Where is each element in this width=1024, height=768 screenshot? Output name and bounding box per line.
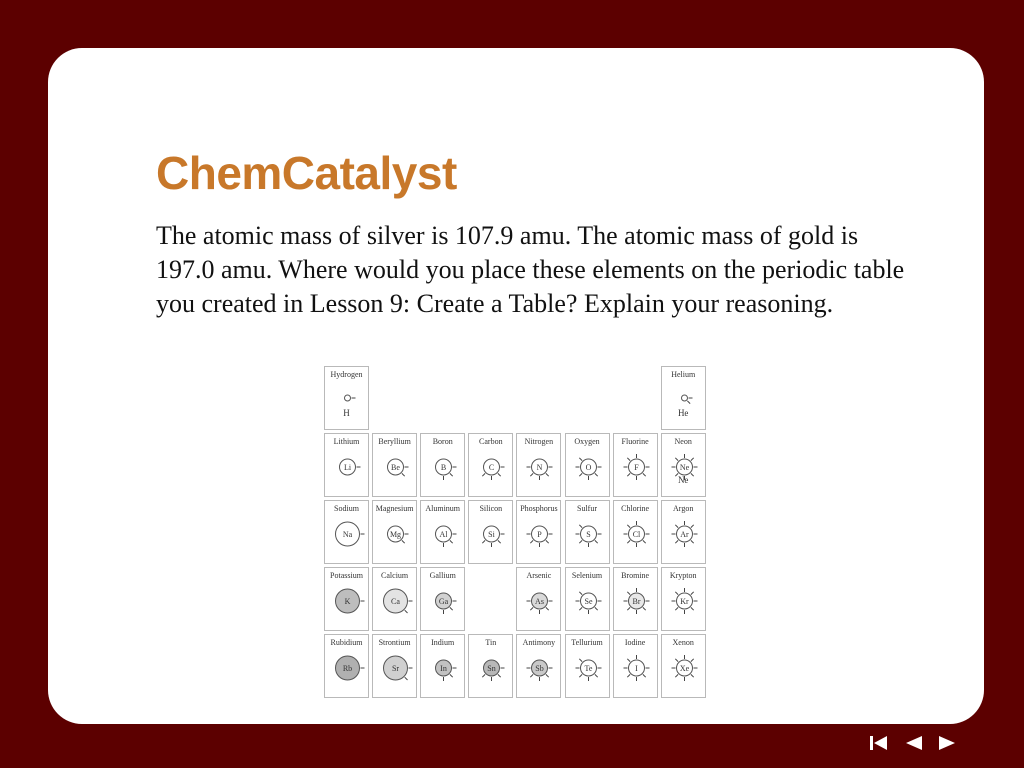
element-name: Iodine bbox=[624, 638, 646, 647]
element-symbol: Te bbox=[584, 664, 592, 673]
atom-diagram-icon bbox=[566, 635, 611, 699]
element-cell-calcium bbox=[372, 567, 417, 631]
valence-electron-mark bbox=[405, 677, 408, 680]
atom-diagram-icon bbox=[517, 635, 562, 699]
atom-diagram-icon bbox=[373, 501, 418, 565]
element-cell-lithium bbox=[324, 433, 369, 497]
valence-electron-mark bbox=[691, 592, 694, 595]
valence-electron-mark bbox=[675, 592, 678, 595]
valence-electron-mark bbox=[687, 401, 690, 404]
triangle-left-icon bbox=[903, 734, 925, 752]
element-cell-chlorine bbox=[613, 500, 658, 564]
element-symbol: Sb bbox=[535, 664, 545, 673]
valence-electron-mark bbox=[498, 540, 501, 543]
element-name: Carbon bbox=[479, 437, 503, 446]
element-cell-aluminum bbox=[420, 500, 465, 564]
valence-electron-mark bbox=[675, 674, 678, 677]
element-name: Boron bbox=[432, 437, 453, 446]
valence-electron-mark bbox=[691, 607, 694, 610]
valence-electron-mark bbox=[546, 473, 549, 476]
element-name: Beryllium bbox=[378, 437, 411, 446]
skip-to-first-icon bbox=[868, 734, 890, 752]
valence-electron-mark bbox=[483, 540, 486, 543]
element-symbol: Br bbox=[632, 597, 641, 606]
valence-electron-mark bbox=[627, 607, 630, 610]
element-name: Gallium bbox=[429, 571, 456, 580]
element-symbol: Kr bbox=[679, 597, 689, 606]
valence-electron-mark bbox=[691, 525, 694, 528]
valence-electron-mark bbox=[579, 607, 582, 610]
valence-electron-mark bbox=[498, 674, 501, 677]
valence-electron-mark bbox=[402, 473, 405, 476]
element-cell-beryllium bbox=[372, 433, 417, 497]
element-symbol: Se bbox=[584, 597, 592, 606]
element-name: Tin bbox=[485, 638, 497, 647]
element-cell-nitrogen bbox=[516, 433, 561, 497]
element-cell-sulfur bbox=[565, 500, 610, 564]
element-symbol: Ar bbox=[679, 530, 689, 539]
chemcatalyst-question: The atomic mass of silver is 107.9 amu. The atomic mass of gold is 197.0 amu. Where would you place these elements on the periodic table you created in Lesson 9: Create a Table? Explain your reasoning. bbox=[156, 221, 905, 318]
atom-diagram-icon bbox=[614, 501, 659, 565]
valence-electron-mark bbox=[627, 540, 630, 543]
atom-core bbox=[345, 395, 351, 401]
element-symbol: K bbox=[344, 597, 351, 606]
element-name: Arsenic bbox=[526, 571, 552, 580]
element-cell-rubidium bbox=[324, 634, 369, 698]
atom-core bbox=[681, 395, 687, 401]
element-name: Xenon bbox=[672, 638, 694, 647]
valence-electron-mark bbox=[579, 659, 582, 662]
element-symbol: S bbox=[585, 530, 591, 539]
valence-electron-mark bbox=[531, 540, 534, 543]
valence-electron-mark bbox=[450, 607, 453, 610]
atom-diagram-icon bbox=[421, 635, 466, 699]
atom-diagram-icon bbox=[325, 635, 370, 699]
element-name: Fluorine bbox=[621, 437, 649, 446]
element-name: Aluminum bbox=[425, 504, 461, 513]
element-cell-argon bbox=[661, 500, 706, 564]
element-name: Indium bbox=[431, 638, 455, 647]
element-name: Helium bbox=[671, 370, 696, 379]
valence-electron-mark bbox=[579, 525, 582, 528]
element-symbol: Mg bbox=[390, 530, 402, 539]
valence-electron-mark bbox=[594, 540, 597, 543]
valence-electron-mark bbox=[627, 674, 630, 677]
valence-electron-mark bbox=[627, 473, 630, 476]
triangle-right-icon bbox=[936, 734, 958, 752]
element-cell-xenon bbox=[661, 634, 706, 698]
atom-diagram-icon bbox=[662, 635, 707, 699]
first-slide-button[interactable] bbox=[868, 734, 890, 752]
element-symbol-label: Ne bbox=[677, 475, 689, 485]
atom-diagram-icon bbox=[421, 501, 466, 565]
element-cell-helium bbox=[661, 366, 706, 430]
valence-electron-mark bbox=[675, 607, 678, 610]
previous-slide-button[interactable] bbox=[903, 734, 925, 752]
element-symbol: Ca bbox=[391, 597, 401, 606]
valence-electron-mark bbox=[691, 540, 694, 543]
element-symbol: Al bbox=[439, 530, 448, 539]
element-symbol: Rb bbox=[342, 664, 353, 673]
atom-diagram-icon bbox=[325, 367, 370, 431]
element-symbol: Sr bbox=[392, 664, 400, 673]
element-name: Neon bbox=[674, 437, 692, 446]
element-cell-sodium bbox=[324, 500, 369, 564]
element-symbol: C bbox=[489, 463, 495, 472]
element-name: Nitrogen bbox=[524, 437, 554, 446]
atom-diagram-icon bbox=[662, 434, 707, 498]
element-cell-bromine bbox=[613, 567, 658, 631]
element-cell-krypton bbox=[661, 567, 706, 631]
atom-diagram-icon bbox=[566, 434, 611, 498]
atom-diagram-icon bbox=[469, 501, 514, 565]
element-symbol-label: He bbox=[677, 408, 689, 418]
element-symbol: In bbox=[440, 664, 448, 673]
element-symbol: P bbox=[537, 530, 543, 539]
element-cell-indium bbox=[420, 634, 465, 698]
element-name: Lithium bbox=[333, 437, 360, 446]
element-cell-carbon bbox=[468, 433, 513, 497]
slide-title: ChemCatalyst bbox=[156, 147, 457, 199]
element-cell-strontium bbox=[372, 634, 417, 698]
valence-electron-mark bbox=[691, 674, 694, 677]
element-cell-hydrogen bbox=[324, 366, 369, 430]
valence-electron-mark bbox=[450, 540, 453, 543]
valence-electron-mark bbox=[642, 473, 645, 476]
valence-electron-mark bbox=[627, 592, 630, 595]
valence-electron-mark bbox=[675, 540, 678, 543]
element-cell-potassium bbox=[324, 567, 369, 631]
element-symbol: Sn bbox=[487, 664, 497, 673]
valence-electron-mark bbox=[405, 610, 408, 613]
valence-electron-mark bbox=[531, 607, 534, 610]
element-symbol: B bbox=[441, 463, 447, 472]
atom-diagram-icon bbox=[662, 568, 707, 632]
valence-electron-mark bbox=[627, 458, 630, 461]
valence-electron-mark bbox=[531, 674, 534, 677]
valence-electron-mark bbox=[498, 473, 501, 476]
atom-diagram-icon bbox=[469, 635, 514, 699]
element-name: Argon bbox=[673, 504, 694, 513]
element-name: Calcium bbox=[381, 571, 409, 580]
element-symbol: I bbox=[634, 664, 638, 673]
valence-electron-mark bbox=[546, 540, 549, 543]
element-symbol: Ga bbox=[439, 597, 449, 606]
valence-electron-mark bbox=[594, 607, 597, 610]
element-symbol: N bbox=[537, 463, 543, 472]
valence-electron-mark bbox=[579, 674, 582, 677]
element-name: Tellurium bbox=[571, 638, 603, 647]
atom-diagram-icon bbox=[662, 501, 707, 565]
atom-diagram-icon bbox=[325, 568, 370, 632]
element-symbol-label: H bbox=[343, 408, 350, 418]
element-name: Sulfur bbox=[577, 504, 597, 513]
valence-electron-mark bbox=[546, 674, 549, 677]
valence-electron-mark bbox=[594, 674, 597, 677]
element-name: Magnesium bbox=[375, 504, 414, 513]
periodic-table bbox=[324, 366, 709, 701]
valence-electron-mark bbox=[450, 674, 453, 677]
element-cell-antimony bbox=[516, 634, 561, 698]
element-cell-oxygen bbox=[565, 433, 610, 497]
atom-diagram-icon bbox=[373, 568, 418, 632]
element-name: Antimony bbox=[522, 638, 556, 647]
element-symbol: Li bbox=[343, 463, 352, 472]
atom-diagram-icon bbox=[662, 367, 707, 431]
element-cell-iodine bbox=[613, 634, 658, 698]
atom-diagram-icon bbox=[421, 568, 466, 632]
element-symbol: Ne bbox=[679, 463, 689, 472]
atom-diagram-icon bbox=[373, 635, 418, 699]
valence-electron-mark bbox=[691, 458, 694, 461]
element-cell-phosphorus bbox=[516, 500, 561, 564]
element-name: Strontium bbox=[378, 638, 411, 647]
valence-electron-mark bbox=[642, 674, 645, 677]
valence-electron-mark bbox=[483, 674, 486, 677]
atom-diagram-icon bbox=[325, 501, 370, 565]
element-name: Selenium bbox=[571, 571, 603, 580]
valence-electron-mark bbox=[642, 540, 645, 543]
valence-electron-mark bbox=[675, 458, 678, 461]
element-cell-selenium bbox=[565, 567, 610, 631]
element-cell-tin bbox=[468, 634, 513, 698]
valence-electron-mark bbox=[691, 659, 694, 662]
atom-diagram-icon bbox=[614, 568, 659, 632]
valence-electron-mark bbox=[546, 607, 549, 610]
element-symbol: Na bbox=[342, 530, 353, 539]
element-symbol: As bbox=[535, 597, 545, 606]
atom-diagram-icon bbox=[566, 568, 611, 632]
valence-electron-mark bbox=[627, 659, 630, 662]
valence-electron-mark bbox=[675, 525, 678, 528]
atom-diagram-icon bbox=[373, 434, 418, 498]
atom-diagram-icon bbox=[469, 434, 514, 498]
atom-diagram-icon bbox=[614, 635, 659, 699]
atom-diagram-icon bbox=[517, 501, 562, 565]
valence-electron-mark bbox=[579, 592, 582, 595]
element-symbol: Be bbox=[391, 463, 401, 472]
element-name: Bromine bbox=[621, 571, 650, 580]
atom-diagram-icon bbox=[517, 434, 562, 498]
element-symbol: O bbox=[585, 463, 591, 472]
valence-electron-mark bbox=[579, 473, 582, 476]
element-cell-arsenic bbox=[516, 567, 561, 631]
valence-electron-mark bbox=[579, 458, 582, 461]
valence-electron-mark bbox=[594, 473, 597, 476]
valence-electron-mark bbox=[531, 473, 534, 476]
next-slide-button[interactable] bbox=[936, 734, 958, 752]
element-cell-gallium bbox=[420, 567, 465, 631]
element-symbol: Cl bbox=[632, 530, 640, 539]
element-name: Rubidium bbox=[330, 638, 363, 647]
element-name: Phosphorus bbox=[520, 504, 558, 513]
element-cell-boron bbox=[420, 433, 465, 497]
element-name: Krypton bbox=[669, 571, 697, 580]
valence-electron-mark bbox=[579, 540, 582, 543]
atom-diagram-icon bbox=[614, 434, 659, 498]
valence-electron-mark bbox=[627, 525, 630, 528]
atom-diagram-icon bbox=[325, 434, 370, 498]
element-cell-silicon bbox=[468, 500, 513, 564]
element-name: Chlorine bbox=[621, 504, 650, 513]
element-symbol: Xe bbox=[679, 664, 689, 673]
valence-electron-mark bbox=[642, 607, 645, 610]
element-symbol: F bbox=[633, 463, 639, 472]
element-name: Sodium bbox=[334, 504, 359, 513]
element-cell-fluorine bbox=[613, 433, 658, 497]
element-cell-tellurium bbox=[565, 634, 610, 698]
element-name: Hydrogen bbox=[330, 370, 363, 379]
valence-electron-mark bbox=[483, 473, 486, 476]
valence-electron-mark bbox=[402, 540, 405, 543]
atom-diagram-icon bbox=[517, 568, 562, 632]
atom-diagram-icon bbox=[566, 501, 611, 565]
valence-electron-mark bbox=[675, 659, 678, 662]
atom-diagram-icon bbox=[421, 434, 466, 498]
element-symbol: Si bbox=[488, 530, 496, 539]
valence-electron-mark bbox=[450, 473, 453, 476]
element-name: Oxygen bbox=[574, 437, 600, 446]
element-cell-neon bbox=[661, 433, 706, 497]
element-name: Silicon bbox=[479, 504, 503, 513]
element-name: Potassium bbox=[330, 571, 363, 580]
element-cell-magnesium bbox=[372, 500, 417, 564]
